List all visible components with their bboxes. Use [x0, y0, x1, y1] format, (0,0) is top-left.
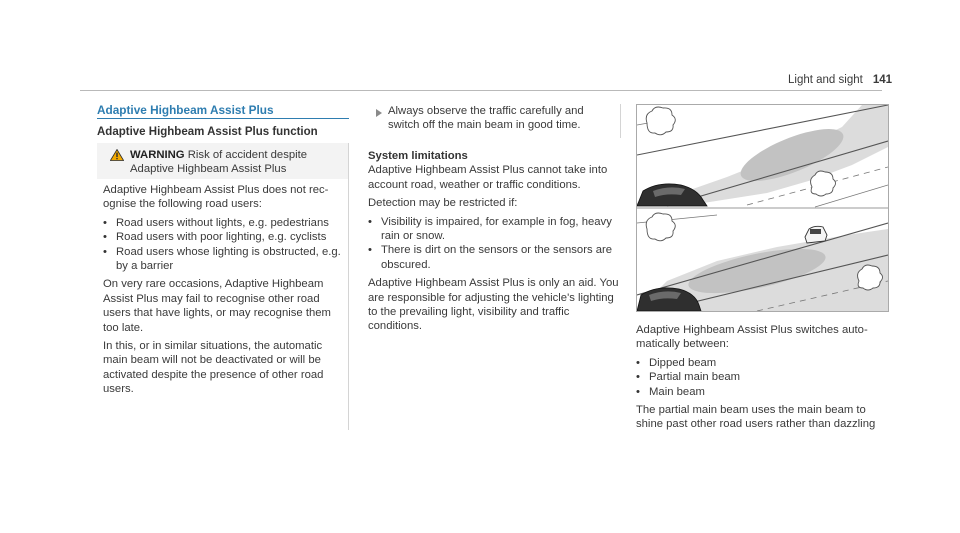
running-header [788, 73, 892, 87]
list-item: • Main beam [636, 385, 890, 399]
list-item: • Visibility is impaired, for example in fog, heavy rain or snow. [368, 215, 620, 244]
list-item: • Road users whose lighting is obstructed, e.g. by a barrier [103, 245, 343, 274]
system-limitations-paragraph: Adaptive Highbeam Assist Plus is only an aid. You are responsible for adjusting the vehicle's lighting to the prevailing light, visibility and traffic conditions. [368, 277, 619, 333]
header-rule [80, 90, 882, 91]
warning-body [103, 183, 343, 401]
warning-paragraph: In this, or in similar situations, the automatic main beam will not be deactivated or will be activated despite the presence of other road users. [103, 340, 324, 396]
detection-list [368, 215, 620, 273]
warning-label: WARNING [130, 149, 185, 161]
beam-modes [636, 323, 890, 436]
warning-paragraph: On very rare occasions, Adaptive Highbeam Assist Plus may fail to recognise other road users that have lights, or may recognise them too late. [103, 278, 331, 334]
warning-box [97, 143, 349, 430]
list-item: • There is dirt on the sensors or the sensors are obscured. [368, 243, 620, 272]
list-item: • Road users without lights, e.g. pedestrians [103, 216, 343, 230]
list-item: • Dipped beam [636, 356, 890, 370]
section-rule [97, 118, 349, 119]
list-item: • Road users with poor lighting, e.g. cyclists [103, 230, 343, 244]
beam-modes-paragraph: The partial main beam uses the main beam to shine past other road users rather than dazzling [636, 404, 876, 431]
beam-modes-list [636, 356, 890, 399]
warning-triangle-icon [110, 149, 124, 161]
subsection-title: Adaptive Highbeam Assist Plus function [97, 126, 318, 138]
warning-intro: Adaptive Highbeam Assist Plus does not recognise the following road users: [103, 184, 329, 211]
section-title: Adaptive Highbeam Assist Plus [97, 103, 274, 117]
warning-header [97, 143, 348, 179]
page-number: 141 [872, 74, 892, 86]
header-section: Light and sight [788, 74, 863, 86]
note-box [364, 104, 621, 138]
warning-list [103, 216, 343, 274]
highbeam-illustration [636, 104, 889, 312]
list-item: • Partial main beam [636, 370, 890, 384]
warning-title [130, 148, 340, 177]
note-arrow-icon [376, 109, 382, 117]
system-limitations-title: System limitations [368, 150, 468, 162]
beam-modes-intro: Adaptive Highbeam Assist Plus switches automatically between: [636, 324, 868, 351]
detection-intro: Detection may be restricted if: [368, 197, 518, 210]
highbeam-illustration-image [637, 105, 888, 311]
note-text: Always observe the traffic carefully and switch off the main beam in good time. [388, 105, 584, 132]
warning-heading: Risk of accident despite Adaptive Highbeam Assist Plus [130, 149, 308, 176]
system-limitations [368, 149, 620, 338]
system-limitations-intro: Adaptive Highbeam Assist Plus cannot take into account road, weather or traffic conditions. [368, 164, 608, 191]
